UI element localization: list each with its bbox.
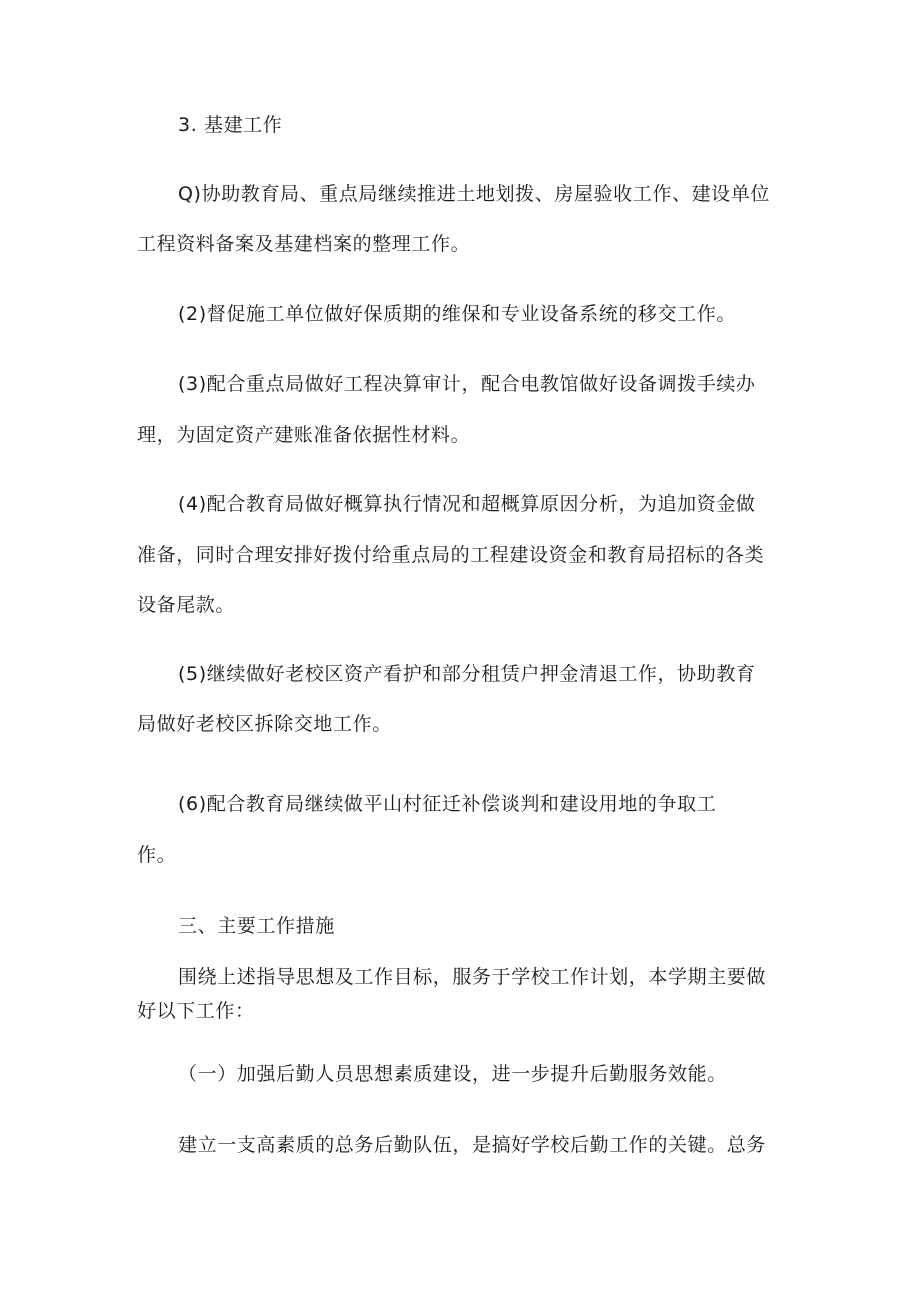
paragraph-item-1-line-1: Q)协助教育局、重点局继续推进土地划拨、房屋验收工作、建设单位 [178,183,770,205]
paragraph-item-2: (2)督促施工单位做好保质期的维保和专业设备系统的移交工作。 [178,303,736,325]
subheading-item-1: （一）加强后勤人员思想素质建设，进一步提升后勤服务效能。 [178,1063,727,1085]
section-heading-main-measures: 三、主要工作措施 [178,915,335,937]
paragraph-team-line-1: 建立一支高素质的总务后勤队伍，是搞好学校后勤工作的关键。总务 [178,1134,767,1156]
paragraph-intro-line-1: 围绕上述指导思想及工作目标，服务于学校工作计划，本学期主要做 [178,966,767,988]
paragraph-item-3-line-1: (3)配合重点局做好工程决算审计，配合电教馆做好设备调拨手续办 [178,373,756,395]
paragraph-item-1-line-2: 工程资料备案及基建档案的整理工作。 [137,233,471,255]
paragraph-item-5-line-2: 局做好老校区拆除交地工作。 [137,713,392,735]
paragraph-intro-line-2: 好以下工作： [137,1000,255,1022]
paragraph-item-6-line-2: 作。 [137,844,177,866]
paragraph-item-6-line-1: (6)配合教育局继续做平山村征迁补偿谈判和建设用地的争取工 [178,793,717,815]
paragraph-item-4-line-1: (4)配合教育局做好概算执行情况和超概算原因分析，为追加资金做 [178,493,756,515]
paragraph-item-4-line-2: 准备，同时合理安排好拨付给重点局的工程建设资金和教育局招标的各类 [137,544,765,566]
paragraph-item-5-line-1: (5)继续做好老校区资产看护和部分租赁户押金清退工作，协助教育 [178,663,756,685]
paragraph-item-3-line-2: 理，为固定资产建账准备依据性材料。 [137,424,471,446]
section-heading-infrastructure: 3. 基建工作 [178,114,283,136]
paragraph-item-4-line-3: 设备尾款。 [137,594,236,616]
